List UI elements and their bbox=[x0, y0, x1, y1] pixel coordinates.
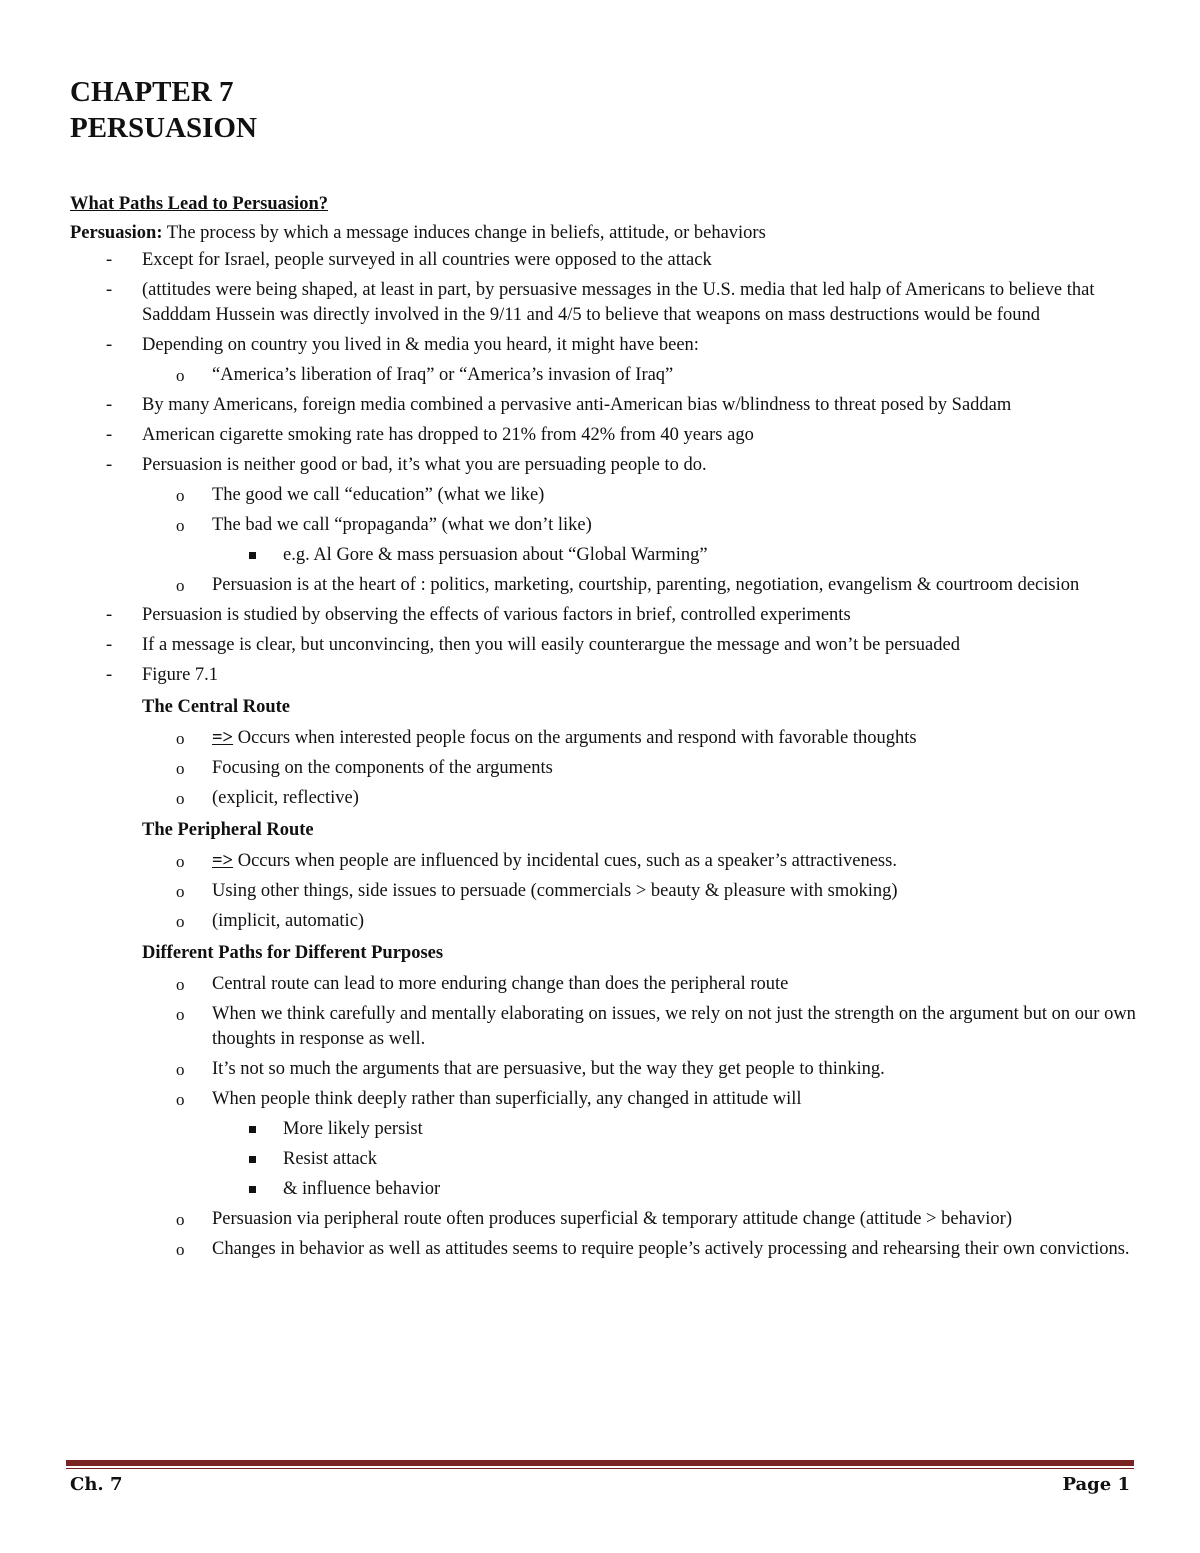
dash-marker: - bbox=[106, 425, 113, 445]
circle-marker: o bbox=[176, 1090, 185, 1109]
sub-list-item: o => Occurs when people are influenced by incidental cues, such as a speaker’s attractiveness. bbox=[70, 849, 1140, 874]
sub-list-item: o The good we call “education” (what we like) bbox=[70, 483, 1140, 508]
circle-marker: o bbox=[176, 486, 185, 505]
sub-list-item: o The bad we call “propaganda” (what we don’t like) bbox=[70, 513, 1140, 538]
sub-list-item: o (implicit, automatic) bbox=[70, 909, 1140, 934]
arrow-symbol: => bbox=[212, 728, 234, 748]
central-route-heading: The Central Route bbox=[142, 697, 290, 717]
circle-marker: o bbox=[176, 975, 185, 994]
circle-marker: o bbox=[176, 789, 185, 808]
definition-text: The process by which a message induces change in beliefs, attitude, or behaviors bbox=[162, 223, 766, 243]
sub-list-item: o Persuasion via peripheral route often produces superficial & temporary attitude change (attitude > behavior) bbox=[70, 1207, 1140, 1232]
list-item: - Figure 7.1 bbox=[70, 663, 1140, 688]
list-item: - If a message is clear, but unconvincing, then you will easily counterargue the message and won’t be persuaded bbox=[70, 633, 1140, 658]
footer-rule-thin bbox=[66, 1468, 1134, 1469]
dash-marker: - bbox=[106, 605, 113, 625]
persuasion-definition bbox=[70, 218, 1140, 248]
dash-marker: - bbox=[106, 635, 113, 655]
different-paths-heading: Different Paths for Different Purposes bbox=[142, 943, 444, 963]
peripheral-route-heading: The Peripheral Route bbox=[142, 820, 314, 840]
sub-list-item: o Changes in behavior as well as attitudes seems to require people’s actively processing and rehearsing their own convictions. bbox=[70, 1237, 1140, 1262]
square-bullet-icon bbox=[249, 1186, 256, 1193]
chapter-title bbox=[70, 74, 257, 146]
arrow-symbol: => bbox=[212, 851, 234, 871]
dash-marker: - bbox=[106, 250, 113, 270]
chapter-name: PERSUASION bbox=[70, 112, 257, 144]
list-item: - Persuasion is studied by observing the effects of various factors in brief, controlled experiments bbox=[70, 603, 1140, 628]
section-heading: What Paths Lead to Persuasion? bbox=[70, 194, 328, 214]
sub-list-item: o Persuasion is at the heart of : politics, marketing, courtship, parenting, negotiation, evangelism & courtroom decision bbox=[70, 573, 1140, 598]
circle-marker: o bbox=[176, 516, 185, 535]
definition-term: Persuasion: bbox=[70, 223, 163, 243]
list-item: - By many Americans, foreign media combined a pervasive anti-American bias w/blindness to threat posed by Saddam bbox=[70, 393, 1140, 418]
circle-marker: o bbox=[176, 729, 185, 748]
circle-marker: o bbox=[176, 1240, 185, 1259]
sub-sub-list-item: e.g. Al Gore & mass persuasion about “Global Warming” bbox=[70, 543, 1140, 568]
sub-sub-list-item: Resist attack bbox=[70, 1147, 1140, 1172]
sub-list-item: o “America’s liberation of Iraq” or “America’s invasion of Iraq” bbox=[70, 363, 1140, 388]
footer-chapter-label: Ch. 7 bbox=[70, 1474, 123, 1495]
sub-sub-list-item: & influence behavior bbox=[70, 1177, 1140, 1202]
circle-marker: o bbox=[176, 366, 185, 385]
list-item: - American cigarette smoking rate has dropped to 21% from 42% from 40 years ago bbox=[70, 423, 1140, 448]
circle-marker: o bbox=[176, 852, 185, 871]
circle-marker: o bbox=[176, 882, 185, 901]
circle-marker: o bbox=[176, 759, 185, 778]
sub-list-item: o => Occurs when interested people focus on the arguments and respond with favorable thoughts bbox=[70, 726, 1140, 751]
dash-marker: - bbox=[106, 280, 113, 300]
circle-marker: o bbox=[176, 576, 185, 595]
sub-list-item: o When we think carefully and mentally elaborating on issues, we rely on not just the strength on the argument but on our own thoughts in response as well. bbox=[176, 1004, 1136, 1049]
circle-marker: o bbox=[176, 1060, 185, 1079]
square-bullet-icon bbox=[249, 1126, 256, 1133]
circle-marker: o bbox=[176, 912, 185, 931]
sub-list-item: o Focusing on the components of the arguments bbox=[70, 756, 1140, 781]
sub-list-item: o (explicit, reflective) bbox=[70, 786, 1140, 811]
circle-marker: o bbox=[176, 1005, 185, 1024]
sub-list-item: o When people think deeply rather than superficially, any changed in attitude will bbox=[70, 1087, 1140, 1112]
list-item: - Except for Israel, people surveyed in all countries were opposed to the attack bbox=[70, 248, 1140, 273]
dash-marker: - bbox=[106, 455, 113, 475]
list-item: - Depending on country you lived in & media you heard, it might have been: bbox=[70, 333, 1140, 358]
sub-list-item: o It’s not so much the arguments that are persuasive, but the way they get people to thinking. bbox=[70, 1057, 1140, 1082]
dash-marker: - bbox=[106, 395, 113, 415]
circle-marker: o bbox=[176, 1210, 185, 1229]
list-item: - (attitudes were being shaped, at least in part, by persuasive messages in the U.S. media that led halp of Americans to believe that Sadddam Hussein was directly involved in the 9/11 and 4/5 to believe that weapons on mass destructions would be found bbox=[106, 280, 1095, 325]
square-bullet-icon bbox=[249, 1156, 256, 1163]
document-body bbox=[70, 190, 1140, 1267]
footer-rule bbox=[66, 1460, 1134, 1466]
dash-marker: - bbox=[106, 665, 113, 685]
dash-marker: - bbox=[106, 335, 113, 355]
list-item: - Persuasion is neither good or bad, it’s what you are persuading people to do. bbox=[70, 453, 1140, 478]
sub-sub-list-item: More likely persist bbox=[70, 1117, 1140, 1142]
chapter-number: CHAPTER 7 bbox=[70, 76, 234, 108]
sub-list-item: o Central route can lead to more enduring change than does the peripheral route bbox=[70, 972, 1140, 997]
footer-page-number: Page 1 bbox=[1062, 1474, 1130, 1495]
sub-list-item: o Using other things, side issues to persuade (commercials > beauty & pleasure with smoking) bbox=[70, 879, 1140, 904]
square-bullet-icon bbox=[249, 552, 256, 559]
